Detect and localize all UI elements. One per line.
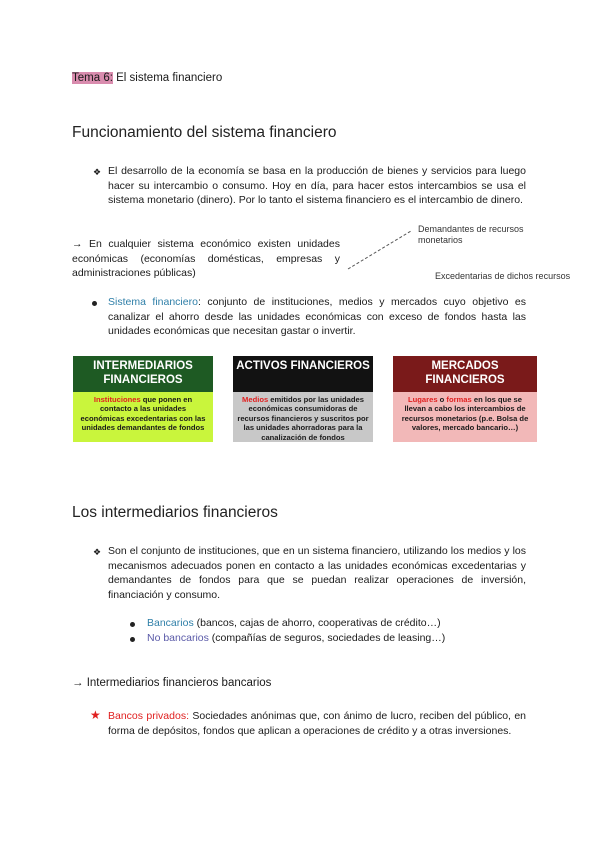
- subheading-bancarios: → Intermediarios financieros bancarios: [72, 677, 272, 689]
- dot-bullet-icon: [130, 637, 135, 642]
- diamond-bullet-icon: ❖: [93, 547, 102, 557]
- term-sistema-financiero: Sistema financiero: [108, 296, 198, 308]
- paragraph-sistema-financiero: [108, 295, 526, 339]
- box-mercados: [393, 356, 537, 442]
- box-activos-title: ACTIVOS FINANCIEROS: [233, 356, 373, 392]
- list-item-bancarios: Bancarios (bancos, cajas de ahorro, cooperativas de crédito…): [147, 617, 441, 629]
- box-activos: [233, 356, 373, 442]
- star-bullet-icon: ★: [90, 708, 101, 722]
- term-no-bancarios: No bancarios: [147, 632, 209, 644]
- term-bancarios: Bancarios: [147, 617, 194, 629]
- section-heading-intermediarios: Los intermediarios financieros: [72, 504, 278, 521]
- definition-sistema-financiero: : conjunto de instituciones, medios y mercados cuyo objetivo es canalizar el ahorro desde las unidades económicas con exceso de fondos hasta las unidades económicas que necesitan gastar o invertir.: [108, 296, 526, 337]
- box-mercados-body: Lugares o formas en los que se llevan a cabo los intercambios de recursos monetarios (p.e. Bolsa de valores, mercado bancario…): [393, 392, 537, 442]
- box-intermediarios-title: INTERMEDIARIOS FINANCIEROS: [73, 356, 213, 392]
- diamond-bullet-icon: ❖: [93, 167, 102, 177]
- paragraph-unidades-economicas: → En cualquier sistema económico existen unidades económicas (economías domésticas, empresas y administraciones públicas): [72, 238, 340, 279]
- box-intermediarios: [73, 356, 213, 442]
- topic-title: El sistema financiero: [116, 72, 223, 84]
- box-mercados-title: MERCADOS FINANCIEROS: [393, 356, 537, 392]
- annotation-excedentarias: Excedentarias de dichos recursos: [435, 271, 571, 281]
- section-heading-funcionamiento: Funcionamiento del sistema financiero: [72, 124, 337, 141]
- annotation-line: [345, 228, 415, 273]
- topic-prefix: Tema 6:: [72, 72, 113, 84]
- dot-bullet-icon: [130, 622, 135, 627]
- dot-bullet-icon: [92, 301, 97, 306]
- annotation-demandantes: Demandantes de recursos monetarios: [418, 224, 524, 245]
- paragraph-intermediarios: Son el conjunto de instituciones, que en un sistema financiero, utilizando los medios y los mecanismos adecuados ponen en contacto a las unidades económicas excedentarias y demandantes de fondos para que se puedan realizar operaciones de inversión, financiación y consumo.: [108, 545, 526, 601]
- topic-line: [72, 72, 222, 84]
- box-activos-body: Medios emitidos por las unidades económicas consumidoras de recursos financieros y suscritos por las unidades ahorradoras para la canalización de fondos: [233, 392, 373, 442]
- list-item-no-bancarios: No bancarios (compañías de seguros, sociedades de leasing…): [147, 632, 446, 644]
- paragraph-bancos-privados: Bancos privados: Sociedades anónimas que, con ánimo de lucro, reciben del público, en forma de depósitos, fondos que aplican a operaciones de crédito y a otras inversiones.: [108, 710, 526, 737]
- paragraph-economia: El desarrollo de la economía se basa en la producción de bienes y servicios para luego hacer su intercambio o consumo. Hoy en día, para hacer estos intercambios se usa el sistema monetario (dinero). Por lo tanto el sistema financiero es el intercambio de dinero.: [108, 165, 526, 206]
- term-bancos-privados: Bancos privados:: [108, 710, 189, 722]
- box-intermediarios-body: Instituciones que ponen en contacto a las unidades económicas excedentarias con las unidades demandantes de fondos: [73, 392, 213, 442]
